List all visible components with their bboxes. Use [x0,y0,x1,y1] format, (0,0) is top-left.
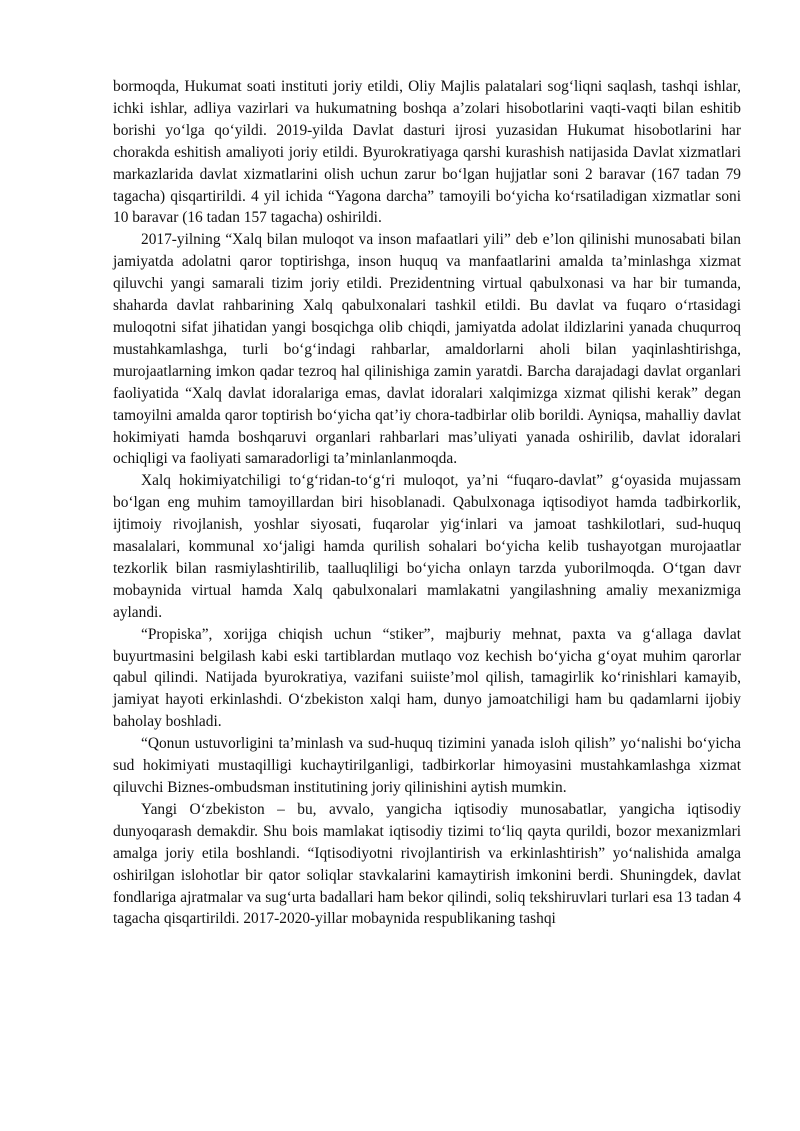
paragraph-yangi-ozbekiston: Yangi O‘zbekiston – bu, avvalo, yangicha iqtisodiy munosabatlar, yangicha iqtisodiy dunyoqarash demakdir. Shu bois mamlakat iqtisodiy tizimi to‘liq qayta qurildi, bozor mexanizmlari amalga joriy etila boshlandi. “Iqtisodiyotni rivojlantirish va erkinlashtirish” yo‘nalishida amalga oshirilgan islohotlar bir qator soliqlar stavkalarini kamaytirish imkonini berdi. Shuningdek, davlat fondlariga ajratmalar va sug‘urta badallari ham bekor qilindi, soliq tekshiruvlari turlari esa 13 tadan 4 tagacha qisqartirildi. 2017-2020-yillar mobaynida respublikaning tashqi [113,800,741,928]
paragraph-hukumat-soati: bormoqda, Hukumat soati instituti joriy etildi, Oliy Majlis palatalari sog‘liqni saqlash, tashqi ishlar, ichki ishlar, adliya vazirlari va hukumatning boshqa a’zolari hisobotlarini vaqti-vaqti bilan eshitib borishi yo‘lga qo‘yildi. 2019-yilda Davlat dasturi ijrosi yuzasidan Hukumat hisobotlarini har chorakda eshitish amaliyoti joriy etildi. Byurokratiyaga qarshi kurashish natijasida Davlat xizmatlari markazlarida davlat xizmatlarini olish uchun zarur bo‘lgan hujjatlar soni 2 baravar (167 tadan 79 tagacha) qisqartirildi. 4 yil ichida “Yagona darcha” tamoyili bo‘yicha ko‘rsatiladigan xizmatlar soni 10 baravar (16 tadan 157 tagacha) oshirildi. [113,78,741,227]
paragraph-propiska: “Propiska”, xorijga chiqish uchun “stiker”, majburiy mehnat, paxta va g‘allaga davlat buyurtmasini belgilash kabi eski tartiblardan mutlaqo voz kechish bo‘yicha g‘oyat muhim qarorlar qabul qilindi. Natijada byurokratiya, vazifani suiiste’mol qilish, tamagirlik ko‘rinishlari kamayib, jamiyat hayoti erkinlashdi. O‘zbekiston xalqi ham, dunyo jamoatchiligi ham bu qadamlarni ijobiy baholay boshladi. [113,625,741,731]
paragraph-qonun-ustuvorligi: “Qonun ustuvorligini ta’minlash va sud-huquq tizimini yanada isloh qilish” yo‘nalishi bo‘yicha sud hokimiyati mustaqilligi kuchaytirilganligi, tadbirkorlar himoyasini mustahkamlashga xizmat qiluvchi Biznes-ombudsman institutining joriy qilinishini aytish mumkin. [113,735,741,796]
paragraph-xalq-hokimiyatchiligi: Xalq hokimiyatchiligi to‘g‘ridan-to‘g‘ri muloqot, ya’ni “fuqaro-davlat” g‘oyasida mujassam bo‘lgan eng muhim tamoyillardan biri hisoblanadi. Qabulxonaga iqtisodiyot hamda tadbirkorlik, ijtimoiy rivojlanish, yoshlar siyosati, fuqarolar yig‘inlari va jamoat tashkilotlari, sud-huquq masalalari, kommunal xo‘jaligi hamda qurilish sohalari bo‘yicha kelib tushayotgan murojaatlar tezkorlik bilan rasmiylashtirilib, taalluqliligi bo‘yicha onlayn tarzda yuborilmoqda. O‘tgan davr mobaynida virtual hamda Xalq qabulxonalari mamlakatni yangilashning amaliy mexanizmiga aylandi. [113,472,741,621]
paragraph-xalq-bilan-muloqot: 2017-yilning “Xalq bilan muloqot va inson mafaatlari yili” deb e’lon qilinishi munosabati bilan jamiyatda adolatni qaror toptirishga, inson huquq va manfaatlarini amalda ta’minlashga xizmat qiluvchi yangi samarali tizim joriy etildi. Prezidentning virtual qabulxonasi va har bir tumanda, shaharda davlat rahbarining Xalq qabulxonalari tashkil etildi. Bu davlat va fuqaro o‘rtasidagi muloqotni sifat jihatidan yangi bosqichga olib chiqdi, jamiyatda adolat ildizlarini yanada chuqurroq mustahkamlashga, turli bo‘g‘indagi rahbarlar, amaldorlarni aholi bilan yaqinlashtirishga, murojaatlarning imkon qadar tezroq hal qilinishiga zamin yaratdi. Barcha darajadagi davlat organlari faoliyatida “Xalq davlat idoralariga emas, davlat idoralari xalqimizga xizmat qilishi kerak” degan tamoyilni amalda qaror toptirish bo‘yicha qat’iy chora-tadbirlar olib borildi. Ayniqsa, mahalliy davlat hokimiyati hamda boshqaruvi organlari rahbarlari mas’uliyati yanada oshirilib, davlat idoralari ochiqligi va faoliyati samaradorligi ta’minlanlanmoqda. [113,231,741,468]
document-page [113,76,741,930]
